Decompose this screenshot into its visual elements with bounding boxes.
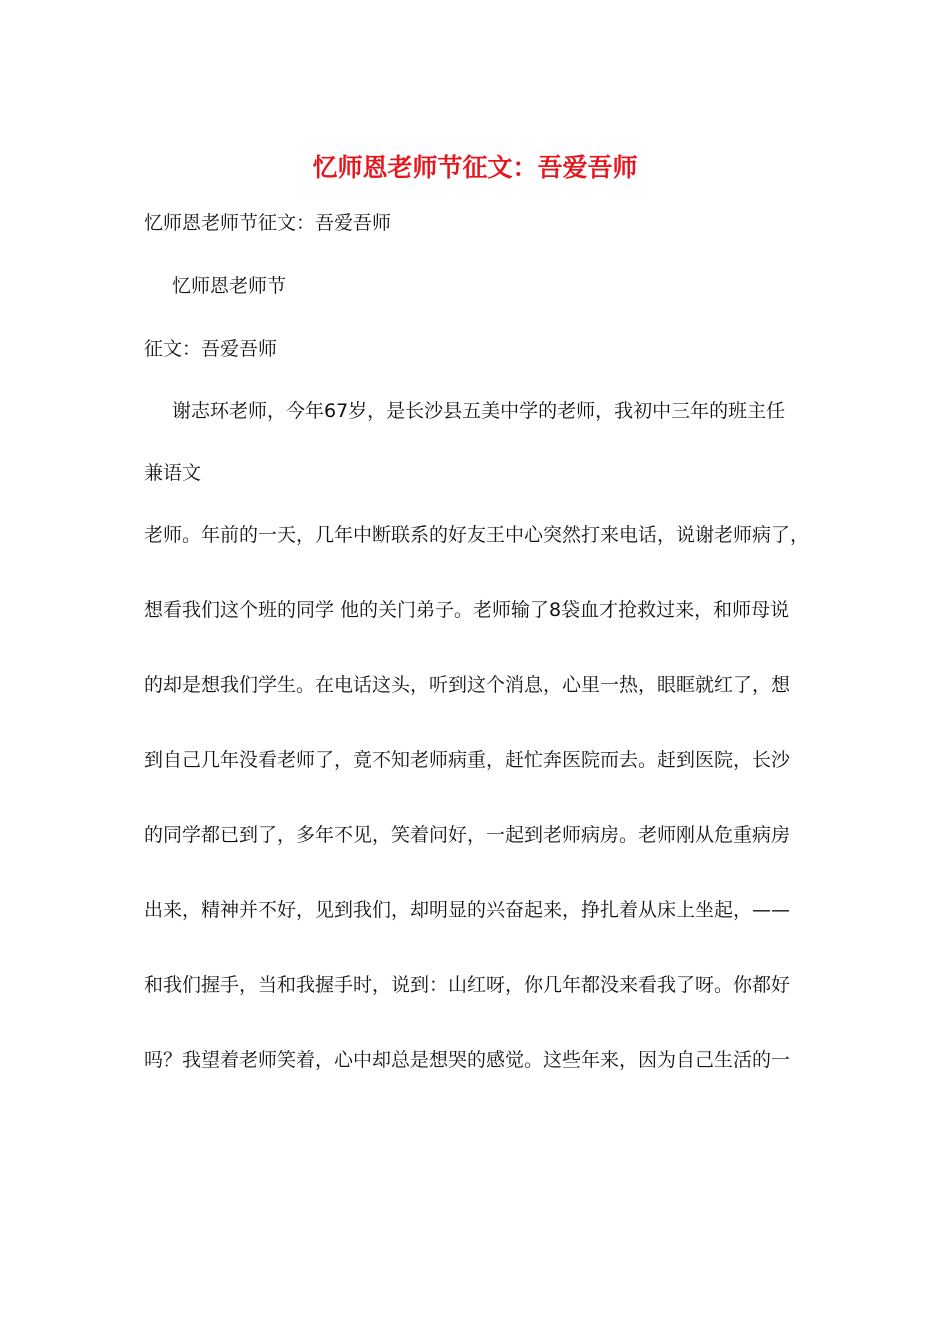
text-line-heading-2: 征文：吾爱吾师 [144,338,278,360]
document-title: 忆师恩老师节征文：吾爱吾师 [312,153,638,182]
paragraph-line: 到自己几年没看老师了，竟不知老师病重，赶忙奔医院而去。赶到医院，长沙 [144,749,791,771]
text-line-heading: 忆师恩老师节 [172,275,287,297]
text-line-subtitle: 忆师恩老师节征文：吾爱吾师 [144,212,392,234]
paragraph-line: 和我们握手，当和我握手时，说到：山红呀，你几年都没来看我了呀。你都好 [144,974,791,996]
paragraph-line: 的却是想我们学生。在电话这头，听到这个消息，心里一热，眼眶就红了，想 [144,674,791,696]
paragraph-line: 兼语文 [144,462,202,484]
paragraph-line: 想看我们这个班的同学 他的关门弟子。老师输了8袋血才抢救过来，和师母说 [144,599,790,621]
paragraph-line: 老师。年前的一天，几年中断联系的好友王中心突然打来电话，说谢老师病了， [144,524,810,546]
paragraph-line: 出来，精神并不好，见到我们，却明显的兴奋起来，挣扎着从床上坐起，—— [144,899,791,921]
paragraph-line: 的同学都已到了，多年不见，笑着问好，一起到老师病房。老师刚从危重病房 [144,824,791,846]
paragraph-line: 吗？我望着老师笑着，心中却总是想哭的感觉。这些年来，因为自己生活的一 [144,1049,791,1071]
paragraph-line: 谢志环老师，今年67岁，是长沙县五美中学的老师，我初中三年的班主任 [172,400,786,422]
